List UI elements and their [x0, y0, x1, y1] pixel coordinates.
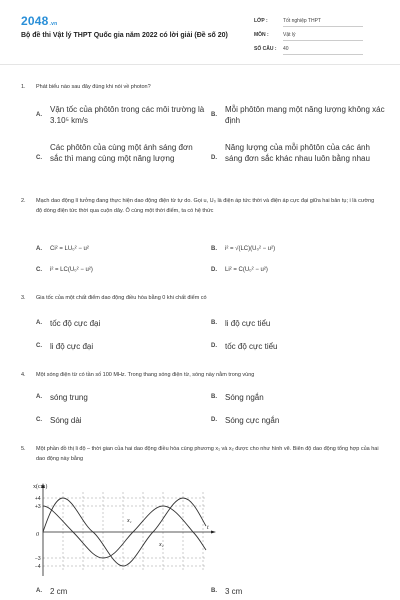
tick-minus4: −4 — [35, 564, 41, 570]
option-letter: B. — [211, 394, 217, 400]
option-text: Sóng ngắn — [225, 393, 264, 402]
option-letter: D. — [211, 417, 217, 423]
label-x2: x₂ — [159, 542, 164, 548]
question-number: 2. — [21, 198, 26, 204]
tick-minus3: −3 — [35, 556, 41, 562]
option-letter: C. — [36, 155, 42, 161]
document-header — [0, 0, 400, 62]
option-letter: C. — [36, 343, 42, 349]
logo-text: 2048 — [21, 14, 49, 28]
option-text: Các phôtôn của cùng một ánh sáng đơn sắc thì mang cùng một năng lượng — [50, 143, 193, 163]
option-text: 3 cm — [225, 587, 243, 596]
meta-label-subject: MÔN : — [254, 32, 269, 38]
question-number: 5. — [21, 446, 26, 452]
option-letter: C. — [36, 417, 42, 423]
logo-suffix: .vn — [49, 21, 58, 27]
question-text: Một phần đồ thị li độ – thời gian của hai dao động điều hòa cùng phương x₁ và x₂ được cho như hình vẽ. Biên độ dao động tổng hợp của hai dao động này bằng — [36, 446, 379, 462]
option-text: Li² = C(U₀² − u²) — [225, 267, 268, 273]
graph-xlabel: t — [207, 525, 209, 531]
x-axis-arrow — [211, 531, 216, 534]
option-letter: A. — [36, 394, 42, 400]
option-letter: D. — [211, 155, 217, 161]
option-text: Năng lượng của mỗi phôtôn của các ánh sáng đơn sắc khác nhau luôn bằng nhau — [225, 143, 370, 163]
option-letter: C. — [36, 267, 42, 273]
option-text: Ci² = LU₀² − u² — [50, 246, 89, 252]
question-number: 3. — [21, 295, 26, 301]
tick-plus3: +3 — [35, 504, 41, 510]
option-letter: A. — [36, 112, 42, 118]
option-text: sóng trung — [50, 393, 88, 402]
option-letter: D. — [211, 343, 217, 349]
document-title: Bộ đề thi Vật lý THPT Quốc gia năm 2022 có lời giải (Đề số 20) — [21, 32, 228, 39]
meta-value-class: Tốt nghiệp THPT — [283, 18, 363, 27]
graph-ylabel: x(cm) — [33, 484, 48, 490]
option-text: Mỗi phôtôn mang một năng lượng không xác định — [225, 105, 385, 125]
site-logo[interactable] — [21, 14, 57, 28]
question-text: Gia tốc của một chất điểm dao động điều hòa bằng 0 khi chất điểm có — [36, 295, 207, 301]
option-text: i² = √(LC)(U₀² − u²) — [225, 246, 276, 252]
meta-value-subject: Vật lý — [283, 32, 363, 41]
option-text: Sóng cực ngắn — [225, 416, 280, 425]
question-number: 1. — [21, 84, 26, 90]
option-text: li độ cực đại — [50, 342, 94, 351]
question-text: Mạch dao động lí tưởng đang thực hiện dao động điện từ tự do. Gọi u, U₀ là điện áp tức thời và điện áp cực đại giữa hai bản tụ; i là cường độ dòng điện tức thời qua cuộn dây. Ô cùng một thời điểm, ta có hệ thức — [36, 198, 375, 214]
meta-label-count: SỐ CÂU : — [254, 46, 277, 52]
option-letter: B. — [211, 112, 217, 118]
option-text: tốc độ cực đại — [50, 319, 101, 328]
question-number: 4. — [21, 372, 26, 378]
option-letter: B. — [211, 246, 217, 252]
option-letter: D. — [211, 267, 217, 273]
option-text: Vận tốc của phôtôn trong các môi trường là 3.10⁵ km/s — [50, 105, 205, 125]
tick-plus4: +4 — [35, 496, 41, 502]
option-text: li độ cực tiểu — [225, 319, 271, 328]
option-text: i² = LC(U₀² − u²) — [50, 267, 93, 273]
option-letter: B. — [211, 320, 217, 326]
graph-origin: 0 — [36, 532, 39, 538]
option-text: tốc độ cực tiểu — [225, 342, 278, 351]
header-divider — [0, 64, 400, 65]
oscillation-graph-svg — [31, 480, 221, 580]
option-letter: A. — [36, 588, 42, 594]
label-x1: x₁ — [127, 518, 132, 524]
oscillation-graph — [31, 480, 221, 580]
option-letter: A. — [36, 246, 42, 252]
option-letter: A. — [36, 320, 42, 326]
meta-label-class: LỚP : — [254, 18, 268, 24]
question-text: Phát biểu nào sau đây đúng khi nói về photon? — [36, 84, 151, 90]
option-letter: B. — [211, 588, 217, 594]
option-text: Sóng dài — [50, 416, 82, 425]
option-text: 2 cm — [50, 587, 68, 596]
question-text: Một sóng điện từ có tần số 100 MHz. Trong thang sóng điện từ, sóng này nằm trong vùng — [36, 372, 255, 378]
meta-value-count: 40 — [283, 46, 363, 55]
